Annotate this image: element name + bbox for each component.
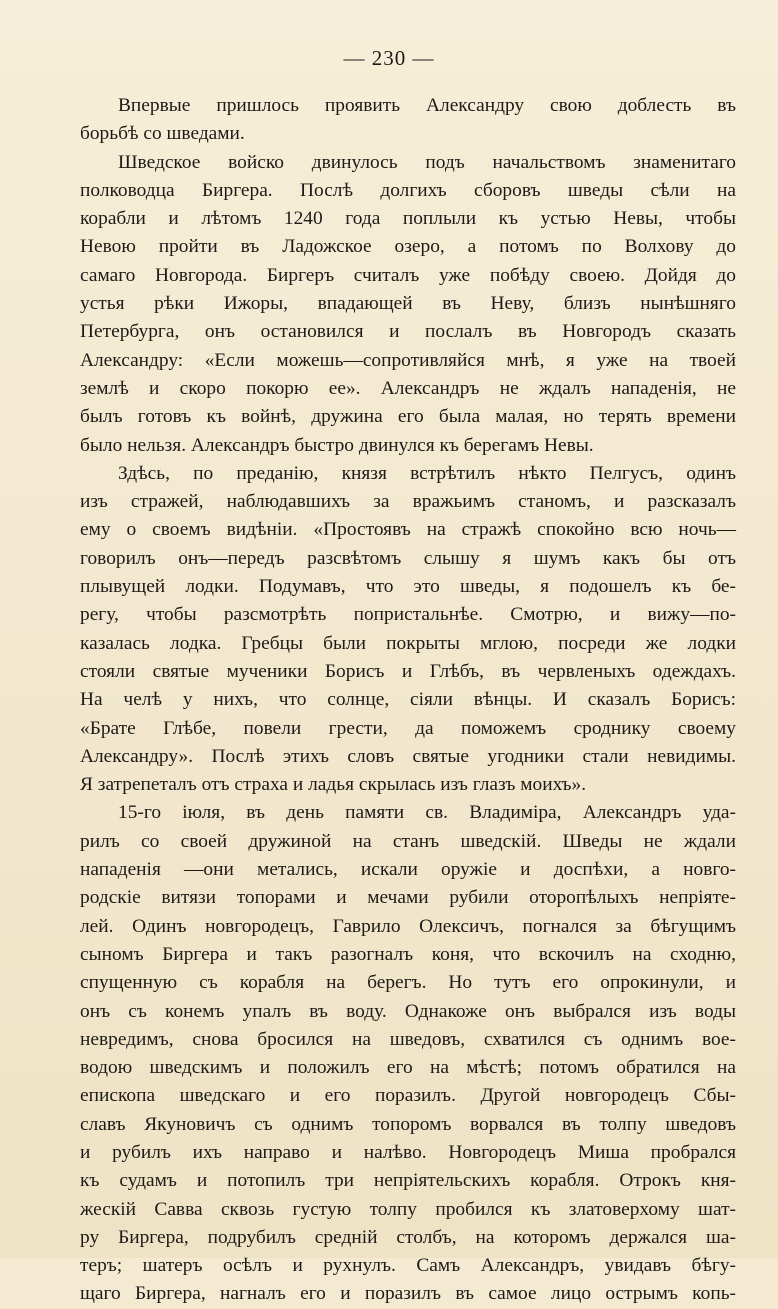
text-line: былъ готовъ къ войнѣ, дружина его была малая, но терять времени	[80, 406, 736, 428]
text-line: 15-го іюля, въ день памяти св. Владиміра, Александръ уда-	[118, 802, 736, 824]
page-text	[80, 92, 736, 1309]
text-line: онъ съ конемъ упалъ въ воду. Однакоже онъ выбрался изъ воды	[80, 1000, 736, 1022]
text-line: лей. Одинъ новгородецъ, Гаврило Олексичъ, погнался за бѣгущимъ	[80, 915, 736, 937]
text-line: теръ; шатеръ осѣлъ и рухнулъ. Самъ Александръ, увидавъ бѣгу-	[80, 1255, 736, 1277]
text-line: стояли святые мученики Борисъ и Глѣбъ, въ червленыхъ одеждахъ.	[80, 660, 736, 682]
text-line: корабли и лѣтомъ 1240 года поплыли къ устью Невы, чтобы	[80, 208, 736, 230]
text-line: изъ стражей, наблюдавшихъ за вражьимъ станомъ, и разсказалъ	[80, 491, 736, 513]
text-line: казалась лодка. Гребцы были покрыты мглою, посреди же лодки	[80, 632, 736, 654]
text-line: спущенную съ корабля на берегъ. Но тутъ его опрокинули, и	[80, 972, 736, 994]
text-line: щаго Биргера, нагналъ его и поразилъ въ самое лицо острымъ копь-	[80, 1283, 736, 1305]
paragraph-4	[80, 799, 736, 1308]
paragraph-2	[80, 149, 736, 460]
text-line: Невою пройти въ Ладожское озеро, а потомъ по Волхову до	[80, 236, 736, 258]
text-line: регу, чтобы разсмотрѣть попристальнѣе. Смотрю, и вижу—по-	[80, 604, 736, 626]
text-line: было нельзя. Александръ быстро двинулся къ берегамъ Невы.	[80, 434, 594, 456]
text-line: Здѣсь, по преданію, князя встрѣтилъ нѣкто Пелгусъ, одинъ	[118, 462, 736, 484]
paragraph-3	[80, 460, 736, 800]
text-line: нападенія —они метались, искали оружіе и доспѣхи, а новго-	[80, 859, 736, 881]
text-line: полководца Биргера. Послѣ долгихъ сборовъ шведы сѣли на	[80, 179, 736, 201]
text-line: борьбѣ со шведами.	[80, 123, 245, 145]
text-line: плывущей лодки. Подумавъ, что это шведы, я подошелъ къ бе-	[80, 576, 736, 598]
text-line: жескій Савва сквозь густую толпу пробился къ златоверхому шат-	[80, 1198, 736, 1220]
text-line: Александру». Послѣ этихъ словъ святые угодники стали невидимы.	[80, 745, 736, 767]
text-line: землѣ и скоро покорю ее». Александръ не ждалъ нападенія, не	[80, 377, 736, 399]
text-line: сыномъ Биргера и такъ разогналъ коня, что вскочилъ на сходню,	[80, 943, 736, 965]
text-line: рилъ со своей дружиной на станъ шведскій. Шведы не ждали	[80, 830, 736, 852]
text-line: Шведское войско двинулось подъ начальствомъ знаменитаго	[118, 151, 736, 173]
text-line: невредимъ, снова бросился на шведовъ, схватился съ однимъ вое-	[80, 1028, 736, 1050]
text-line: На челѣ у нихъ, что солнце, сіяли вѣнцы. И сказалъ Борисъ:	[80, 689, 736, 711]
text-line: Впервые пришлось проявить Александру свою доблесть въ	[118, 95, 736, 116]
paragraph-1	[80, 92, 736, 149]
text-line: Александру: «Если можешь—сопротивляйся мнѣ, я уже на твоей	[80, 349, 736, 371]
text-line: ру Биргера, подрубилъ средній столбъ, на которомъ держался ша-	[80, 1226, 736, 1248]
text-line: епископа шведскаго и его поразилъ. Другой новгородецъ Сбы-	[80, 1085, 736, 1107]
text-line: славъ Якуновичъ съ однимъ топоромъ ворвался въ толпу шведовъ	[80, 1113, 736, 1135]
text-line: родскіе витязи топорами и мечами рубили оторопѣлыхъ непріяте-	[80, 887, 736, 909]
text-line: къ судамъ и потопилъ три непріятельскихъ корабля. Отрокъ кня-	[80, 1170, 736, 1192]
text-line: говорилъ онъ—передъ разсвѣтомъ слышу я шумъ какъ бы отъ	[80, 547, 736, 569]
text-line: устья рѣки Ижоры, впадающей въ Неву, близъ нынѣшняго	[80, 293, 736, 315]
text-line: водою шведскимъ и положилъ его на мѣстѣ; потомъ обратился на	[80, 1057, 736, 1079]
text-line: Я затрепеталъ отъ страха и ладья скрылась изъ глазъ моихъ».	[80, 774, 587, 796]
text-line: Петербурга, онъ остановился и послалъ въ Новгородъ сказать	[80, 321, 736, 343]
text-line: «Брате Глѣбе, повели грести, да поможемъ сроднику своему	[80, 717, 736, 739]
text-line: ему о своемъ видѣніи. «Простоявъ на стражѣ спокойно всю ночь—	[80, 519, 736, 541]
page-number: — 230 —	[343, 46, 435, 70]
text-line: самаго Новгорода. Биргеръ считалъ уже побѣду своею. Дойдя до	[80, 264, 736, 286]
text-line: и рубилъ ихъ направо и налѣво. Новгородецъ Миша пробрался	[80, 1141, 736, 1163]
